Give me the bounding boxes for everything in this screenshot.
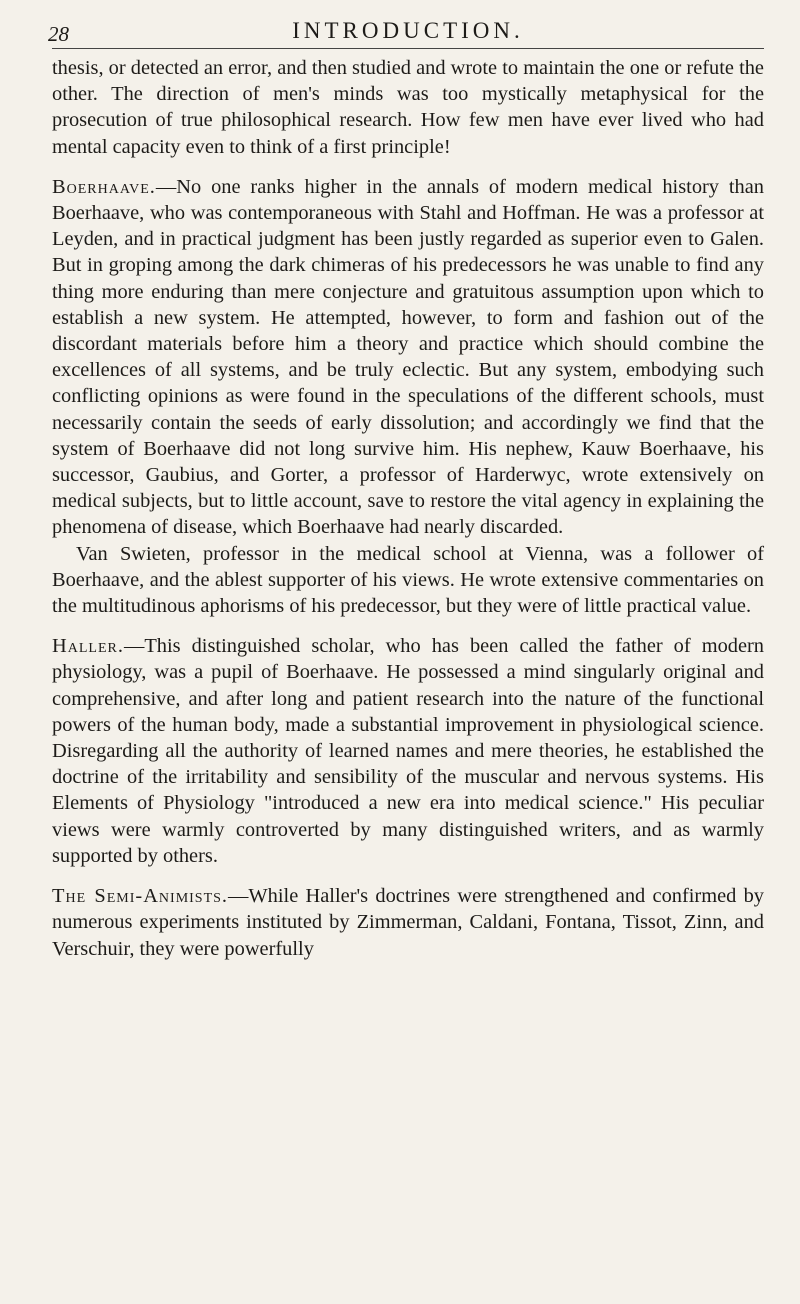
page-number: 28 [48,22,69,46]
paragraph-continuation [52,55,764,160]
section-heading-haller: Haller. [52,635,124,658]
paragraph-boerhaave [52,174,764,541]
book-page [48,14,764,962]
paragraph-van-swieten [52,541,764,620]
running-head: INTRODUCTION. [292,18,524,43]
section-heading-boerhaave: Boerhaave. [52,175,156,198]
paragraph-text: thesis, or detected an error, and then studied and wrote to maintain the one or refute the other. The direction of men's minds was too mystically metaphysical for the prosecution of true philosophical research. How few men have ever lived who had mental capacity even to think of a first principle! [52,57,764,158]
paragraph-text: —No one ranks higher in the annals of modern medical history than Boerhaave, who was contemporaneous with Stahl and Hoffman. He was a professor at Leyden, and in practical judgment has been justly regarded as superior even to Galen. But in groping among the dark chimeras of his predecessors he was unable to find any thing more enduring than mere conjecture and gratuitous assumption upon which to establish a new system. He attempted, however, to form and fashion out of the discordant materials before him a theory and practice which should combine the excellences of all systems, and be truly eclectic. But any system, embodying such conflicting opinions as were found in the speculations of the different schools, must necessarily contain the seeds of early dissolution; and accordingly we find that the system of Boerhaave did not long survive him. His nephew, Kauw Boerhaave, his successor, Gaubius, and Gorter, a professor of Harderwyc, wrote extensively on medical subjects, but to little account, save to restore the vital agency in explaining the phenomena of disease, which Boerhaave had nearly discarded. [52,175,764,539]
section-heading-semi-animists: The Semi-Animists. [52,885,229,908]
paragraph-semi-animists [52,883,764,962]
paragraph-text: Van Swieten, professor in the medical school at Vienna, was a follower of Boerhaave, and the ablest supporter of his views. He wrote extensive commentaries on the multitudinous aphorisms of his predecessor, but they were of little practical value. [52,542,764,618]
paragraph-text: —This distinguished scholar, who has been called the father of modern physiology, was a pupil of Boerhaave. He possessed a mind singularly original and comprehensive, and after long and patient research into the nature of the functional powers of the human body, made a substantial improvement in physiological science. Disregarding all the authority of learned names and mere theories, he established the doctrine of the irritability and sensibility of the muscular and nervous systems. His Elements of Physiology "introduced a new era into medical science." His peculiar views were warmly controverted by many distinguished writers, and as warmly supported by others. [52,635,764,867]
paragraph-text: —While Haller's doctrines were strengthened and confirmed by numerous experiments instituted by Zimmerman, Caldani, Fontana, Tissot, Zinn, and Verschuir, they were powerfully [52,885,764,960]
paragraph-haller [52,633,764,869]
page-body [52,55,764,962]
page-header [48,14,764,49]
